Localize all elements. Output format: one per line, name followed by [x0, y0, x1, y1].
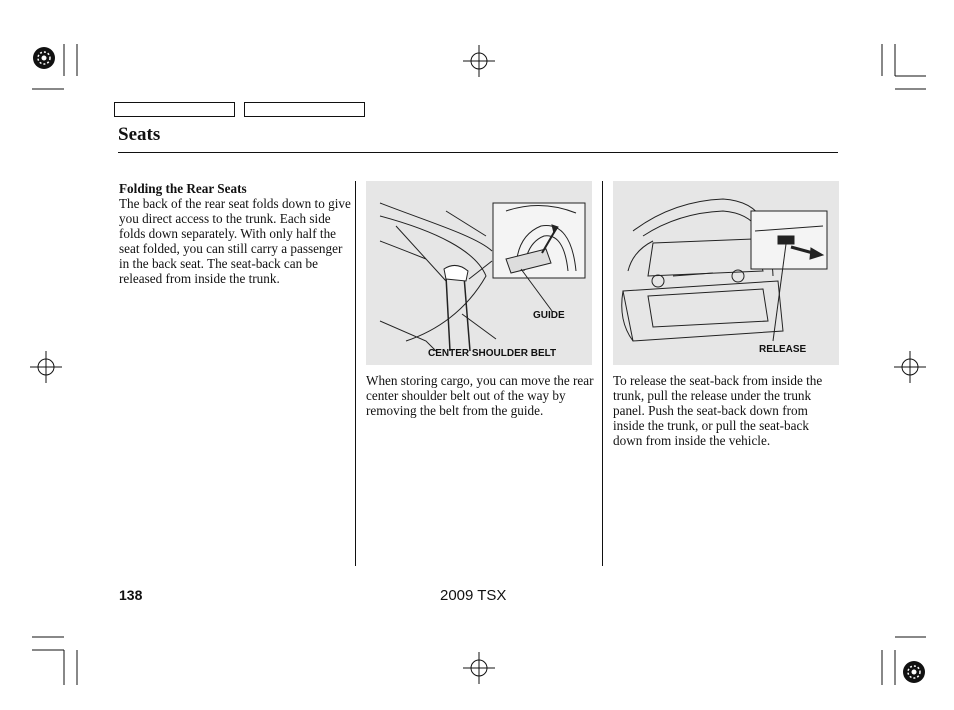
column-divider-1 [355, 181, 356, 566]
belt-illustration [366, 181, 592, 365]
page-number: 138 [119, 587, 143, 603]
trunk-illustration [613, 181, 839, 365]
column3-text: To release the seat-back from inside the trunk, pull the release under the trunk panel. Push the seat-back down from inside the trunk, or pull the seat-back down from inside the vehicle. [613, 373, 823, 448]
section-title: Seats [118, 124, 161, 145]
column1-text [119, 181, 351, 286]
figure-label-guide: GUIDE [533, 310, 565, 321]
header-tab-box-1 [114, 102, 235, 117]
column1-body: The back of the rear seat folds down to give you direct access to the trunk. Each side folds down separately. With only half the seat folded, you can still carry a passenger in the back seat. The seat-back can be released from inside the trunk. [119, 196, 351, 286]
figure-trunk-release [613, 181, 839, 365]
footer-model: 2009 TSX [440, 587, 507, 604]
title-rule [118, 152, 838, 153]
figure-label-center-shoulder-belt: CENTER SHOULDER BELT [428, 348, 557, 359]
figure-label-release: RELEASE [759, 344, 807, 355]
column2-text: When storing cargo, you can move the rear center shoulder belt out of the way by removing the belt from the guide. [366, 373, 594, 418]
figure-shoulder-belt [366, 181, 592, 365]
column-divider-2 [602, 181, 603, 566]
subsection-heading: Folding the Rear Seats [119, 181, 247, 196]
header-tab-box-2 [244, 102, 365, 117]
